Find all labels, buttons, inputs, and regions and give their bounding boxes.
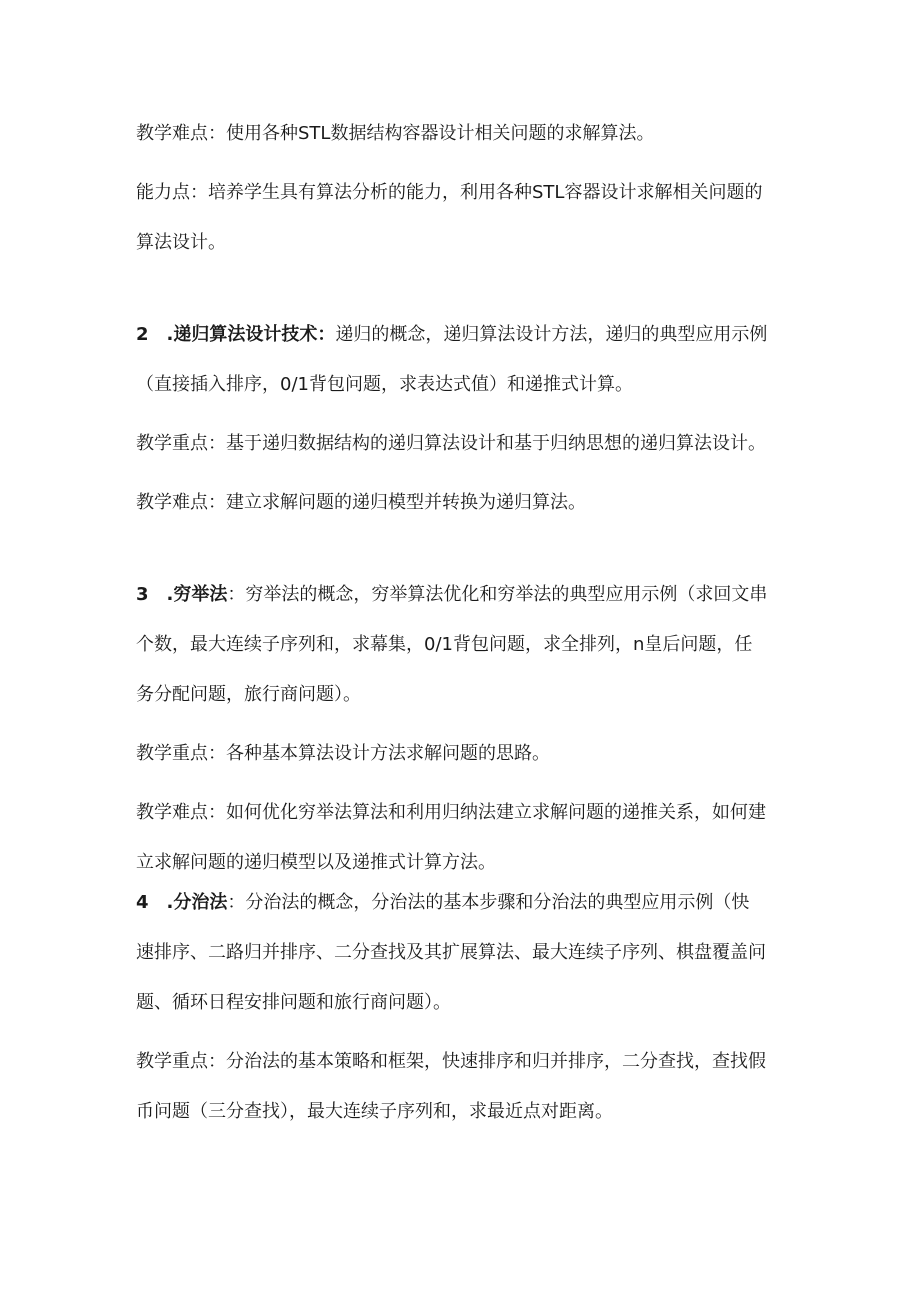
section-text: ：穷举法的概念，穷举算法优化和穷举法的典型应用示例（求回文串 bbox=[227, 584, 768, 605]
section-2-line bbox=[136, 322, 796, 348]
text-line: 教学重点：各种基本算法设计方法求解问题的思路。 bbox=[136, 743, 550, 764]
text-line: （直接插入排序，0/1背包问题，求表达式值）和递推式计算。 bbox=[136, 374, 633, 395]
section-number: 4 bbox=[136, 892, 149, 913]
section-number: 2 bbox=[136, 324, 149, 345]
text-line: 教学难点：建立求解问题的递归模型并转换为递归算法。 bbox=[136, 492, 586, 513]
text-line: 算法设计。 bbox=[136, 232, 226, 253]
text-line: 务分配问题，旅行商问题）。 bbox=[136, 684, 361, 705]
text-line: 教学重点：基于递归数据结构的递归算法设计和基于归纳思想的递归算法设计。 bbox=[136, 433, 766, 454]
section-title: .分治法 bbox=[166, 892, 228, 913]
text-line: 教学难点：如何优化穷举法算法和利用归纳法建立求解问题的递推关系，如何建 bbox=[136, 802, 766, 823]
section-text: 递归的概念，递归算法设计方法，递归的典型应用示例 bbox=[335, 324, 768, 345]
section-number: 3 bbox=[136, 584, 149, 605]
section-title: .递归算法设计技术： bbox=[166, 324, 336, 345]
text-line: 题、循环日程安排问题和旅行商问题）。 bbox=[136, 992, 451, 1013]
section-text: ：分治法的概念，分治法的基本步骤和分治法的典型应用示例（快 bbox=[227, 892, 750, 913]
text-line: 速排序、二路归并排序、二分查找及其扩展算法、最大连续子序列、棋盘覆盖问 bbox=[136, 942, 766, 963]
text-line: 币问题（三分查找），最大连续子序列和，求最近点对距离。 bbox=[136, 1101, 613, 1122]
text-line: 教学重点：分治法的基本策略和框架，快速排序和归并排序，二分查找，查找假 bbox=[136, 1051, 766, 1072]
text-line: 个数，最大连续子序列和，求幕集，0/1背包问题，求全排列，n皇后问题，任 bbox=[136, 634, 753, 655]
text-line: 能力点：培养学生具有算法分析的能力，利用各种STL容器设计求解相关问题的 bbox=[136, 182, 763, 203]
section-title: .穷举法 bbox=[166, 584, 228, 605]
text-line: 立求解问题的递归模型以及递推式计算方法。 bbox=[136, 852, 496, 873]
section-4-line bbox=[136, 890, 796, 916]
section-3-line bbox=[136, 582, 796, 608]
text-line: 教学难点：使用各种STL数据结构容器设计相关问题的求解算法。 bbox=[136, 123, 655, 144]
